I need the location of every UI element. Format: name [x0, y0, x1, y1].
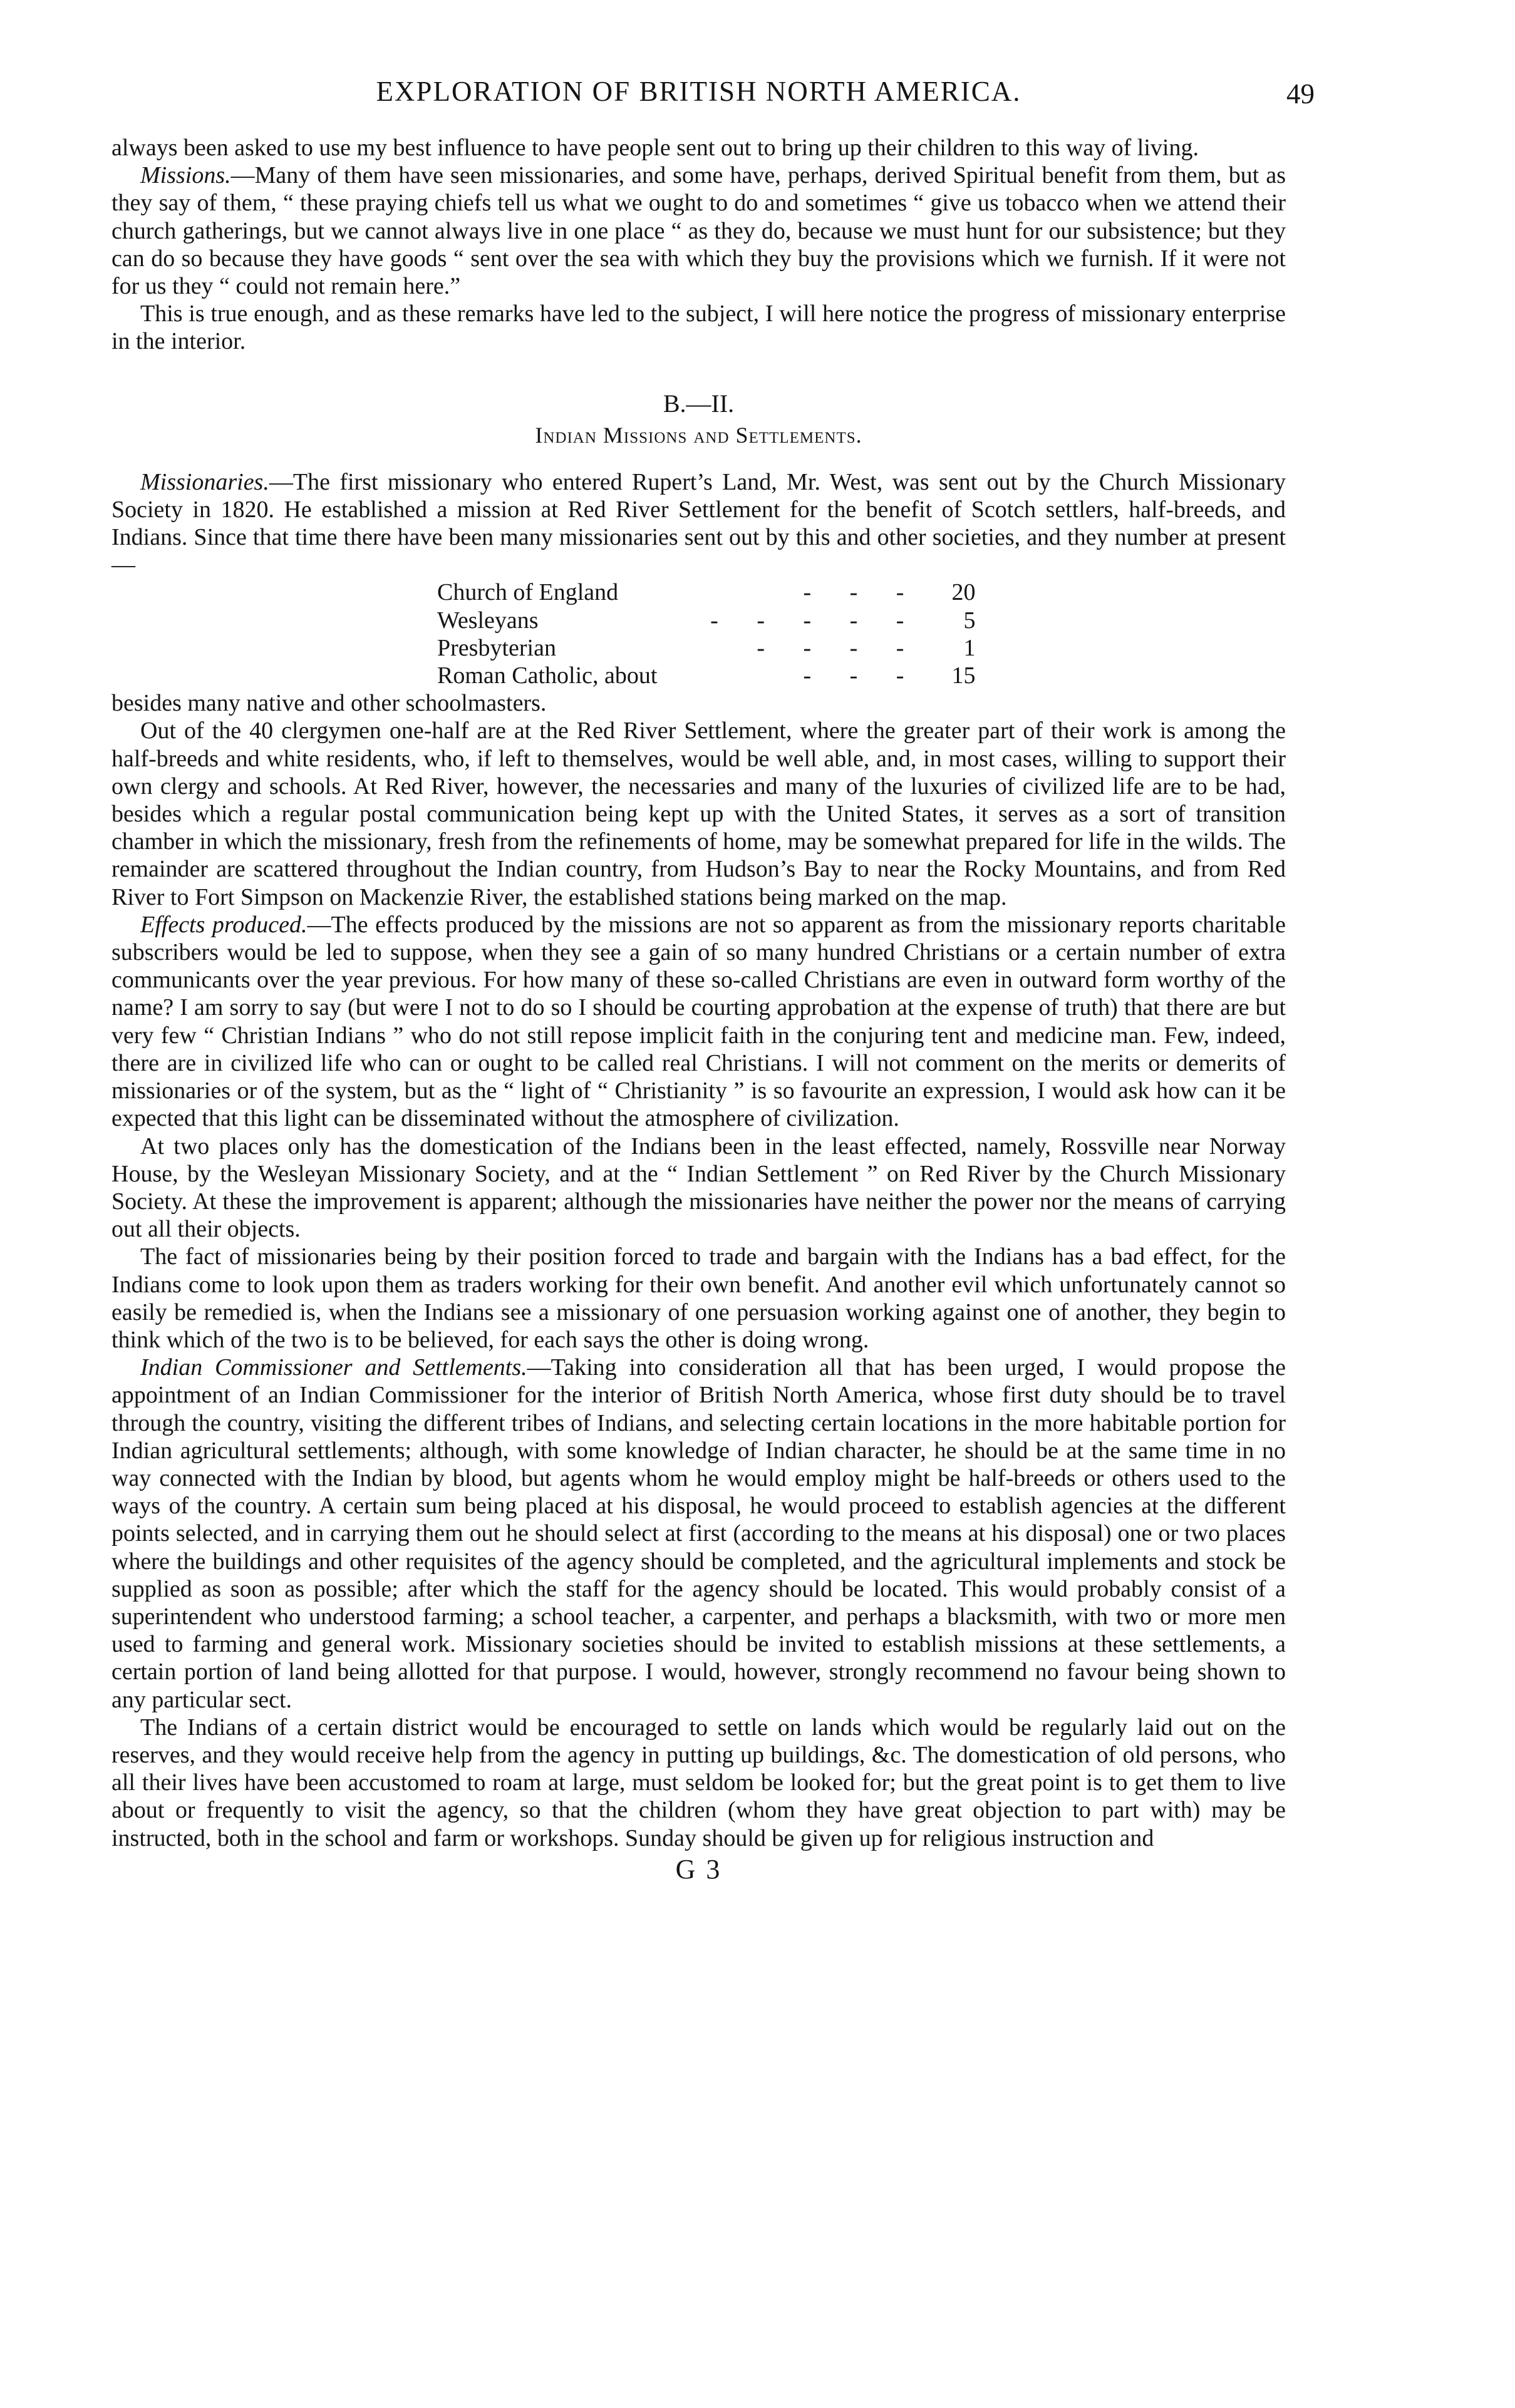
text-missionaries: —The first missionary who entered Rupert’s Land, Mr. West, was sent out by the Church Missionary Society in 1820. He established a mission at Red River Settlement for the benefit of Scotch settlers, half-breeds, and Indians. Since that time there have been many missionaries sent out by this and other societies, and they number at present—: [111, 468, 1286, 579]
page-number: 49: [1286, 78, 1315, 110]
table-row: [437, 662, 975, 689]
paragraph-effects: [111, 911, 1286, 1133]
paragraph-clergymen: Out of the 40 clergymen one-half are at the Red River Settlement, where the greater part of their work is among the half-breeds and white residents, who, if left to themselves, would be well able, and, in most cases, willing to support their own clergy and schools. At Red River, however, the necessaries and many of the luxuries of civilized life are to be had, besides which a regular postal communication being kept up with the United States, it serves as a sort of transition chamber in which the missionary, fresh from the refinements of home, may be somewhat prepared for life in the wilds. The remainder are scattered throughout the Indian country, from Hudson’s Bay to near the Rocky Mountains, and from Red River to Fort Simpson on Mackenzie River, the established stations being marked on the map.: [111, 718, 1286, 910]
section-title: Indian Missions and Settlements.: [535, 422, 862, 448]
paragraph-domestication: At two places only has the domestication of the Indians been in the least effected, namely, Rossville near Norway House, by the Wesleyan Missionary Society, and at the “ Indian Settlement ” on Red River by the Church Missionary Society. At these the improvement is apparent; although the missionaries have neither the power nor the means of carrying out all their objects.: [111, 1133, 1286, 1243]
paragraph-besides: besides many native and other schoolmasters.: [111, 690, 547, 717]
paragraph-living: always been asked to use my best influence to have people sent out to bring up their children to this way of living.: [111, 135, 1199, 161]
mission-dashes: - - -: [803, 662, 921, 689]
paragraph-final: The Indians of a certain district would be encouraged to settle on lands which would be regularly laid out on the reserves, and they would receive help from the agency in putting up buildings, &c. The domestication of old persons, who all their lives have been accustomed to roam at large, must seldom be looked for; but the great point is to get them to live about or frequently to visit the agency, so that the children (whom they have great objection to part with) may be instructed, both in the school and farm or workshops. Sunday should be given up for religious instruction and: [111, 1714, 1286, 1851]
page-header: [111, 75, 1315, 125]
signature-mark: G 3: [675, 1853, 722, 1885]
mission-dashes: - - - - -: [710, 607, 921, 634]
document-page: [111, 75, 1315, 1885]
missions-table: [437, 579, 975, 689]
lead-effects: Effects produced.: [140, 911, 308, 938]
lead-missions: Missions.: [140, 162, 231, 189]
mission-count: 15: [951, 662, 976, 689]
mission-count: 20: [951, 579, 976, 606]
section-label: B.—II.: [663, 389, 735, 418]
lead-missionaries: Missionaries.: [140, 468, 269, 495]
table-row: [437, 607, 975, 634]
table-row: [437, 634, 975, 662]
paragraph-trade: The fact of missionaries being by their position forced to trade and bargain with the Indians has a bad effect, for the Indians come to look upon them as traders working for their own benefit. And another evil which unfortunately cannot so easily be remedied is, when the Indians see a missionary of one persuasion working against one of another, they begin to think which of the two is to be believed, for each says the other is doing wrong.: [111, 1243, 1286, 1353]
table-row: [437, 579, 975, 606]
text-effects: —The effects produced by the missions are not so apparent as from the missionary reports charitable subscribers would be led to suppose, when they see a gain of so many hundred Christians or a certain number of extra communicants over the year previous. For how many of these so-called Christians are even in outward form worthy of the name? I am sorry to say (but were I not to do so I should be courting approbation at the expense of truth) that there are but very few “ Christian Indians ” who do not still repose implicit faith in the conjuring tent and medicine man. Few, indeed, there are in civilized life who can or ought to be called real Christians. I will not comment on the merits or demerits of missionaries or of the system, but as the “ light of “ Christianity ” is so favourite an expression, I would ask how can it be expected that this light can be disseminated without the atmosphere of civilization.: [111, 911, 1286, 1132]
mission-name: Wesleyans: [437, 607, 539, 634]
mission-dashes: - - -: [803, 579, 921, 606]
mission-name: Church of England: [437, 579, 619, 606]
mission-name: Presbyterian: [437, 634, 556, 661]
running-title: EXPLORATION OF BRITISH NORTH AMERICA.: [376, 76, 1021, 107]
mission-count: 1: [963, 634, 976, 661]
mission-name: Roman Catholic, about: [437, 662, 658, 689]
mission-dashes: - - - -: [757, 634, 921, 661]
text-missions: —Many of them have seen missionaries, and some have, perhaps, derived Spiritual benefit from them, but as they say of them, “ these praying chiefs tell us what we ought to do and sometimes “ give us tobacco when we attend their church gatherings, but we cannot always live in one place “ as they do, because we must hunt for our subsistence; but they can do so because they have goods “ sent over the sea with which they buy the provisions which we furnish. If it were not for us they “ could not remain here.”: [111, 162, 1286, 300]
paragraph-missionaries: [111, 468, 1286, 579]
paragraph-commissioner: [111, 1354, 1286, 1714]
paragraph-progress: This is true enough, and as these remarks have led to the subject, I will here notice the progress of missionary enterprise in the interior.: [111, 301, 1286, 355]
paragraph-missions: [111, 162, 1286, 300]
text-commissioner: —Taking into consideration all that has been urged, I would propose the appointment of an Indian Commissioner for the interior of British North America, whose first duty should be to travel through the country, visiting the different tribes of Indians, and selecting certain locations in the more habitable portion for Indian agricultural settlements; although, with some knowledge of Indian character, he should be at the same time in no way connected with the Indian by blood, but agents whom he would employ might be half-breeds or others used to the ways of the country. A certain sum being placed at his disposal, he would proceed to establish agencies at the different points selected, and in carrying them out he should select at first (according to the means at his disposal) one or two places where the buildings and other requisites of the agency should be completed, and the agricultural implements and stock be supplied as soon as possible; after which the staff for the agency should be located. This would probably consist of a superintendent who understood farming; a school teacher, a carpenter, and perhaps a blacksmith, with two or more men used to farming and general work. Missionary societies should be invited to establish missions at these settlements, a certain portion of land being allotted for that purpose. I would, however, strongly recommend no favour being shown to any particular sect.: [111, 1354, 1286, 1713]
lead-commissioner: Indian Commissioner and Settlements.: [140, 1354, 527, 1381]
mission-count: 5: [963, 607, 976, 634]
